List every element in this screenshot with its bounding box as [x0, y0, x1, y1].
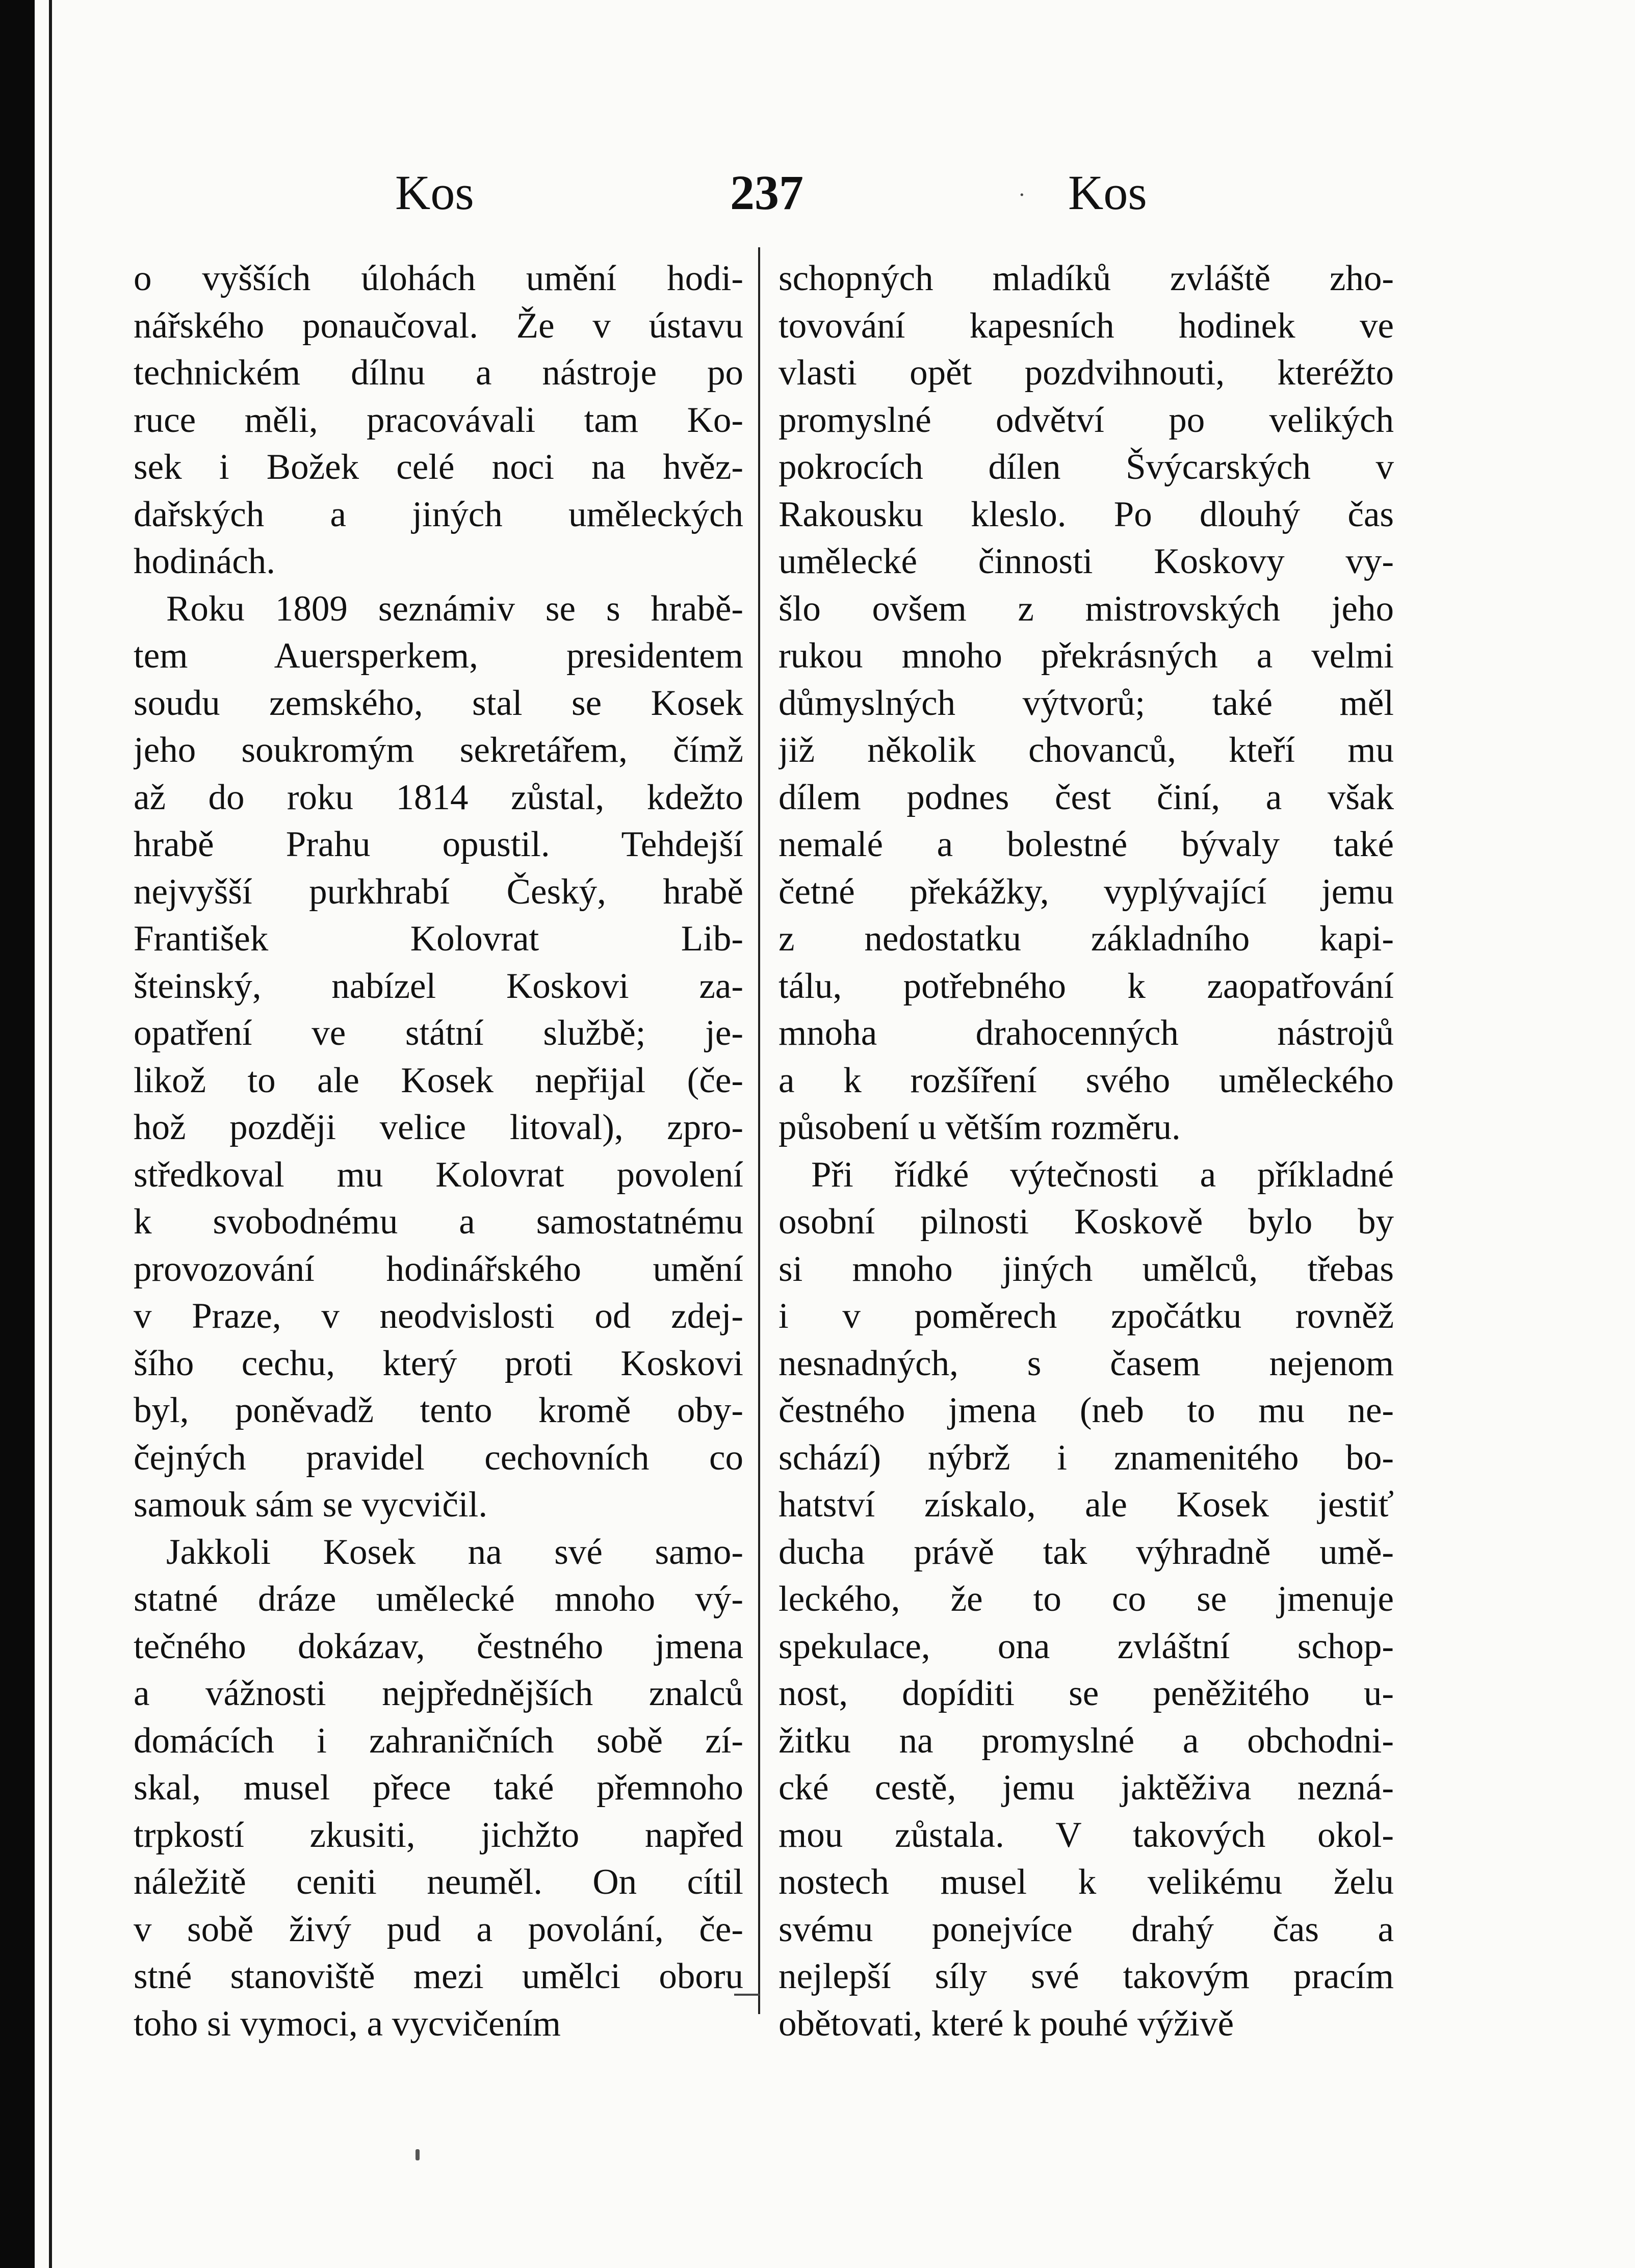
right-column-line: čestného jmena (neb to mu ne- [778, 1390, 1394, 1430]
left-column-line: Roku 1809 seznámiv se s hrabě- [166, 588, 743, 629]
right-column-line: schopných mladíků zvláště zho- [778, 259, 1394, 298]
right-column-line: četné překážky, vyplývající jemu [778, 871, 1394, 912]
right-column-line: působení u větším rozměru. [778, 1107, 1181, 1147]
header-dot-mark: · [1019, 184, 1025, 207]
right-column-line: schází) nýbrž i znamenitého bo- [778, 1437, 1394, 1478]
right-column-line: cké cestě, jemu jaktěživa nezná- [778, 1768, 1394, 1808]
left-column-line: byl, poněvadž tento kromě oby- [134, 1390, 743, 1430]
left-column-line: provozování hodinářského umění [134, 1249, 743, 1289]
right-column-line: nesnadných, s časem nejenom [778, 1343, 1394, 1383]
right-column-line: hatství získalo, ale Kosek jestiť [778, 1485, 1394, 1525]
right-column-line: Při řídké výtečnosti a příkladné [811, 1154, 1394, 1195]
left-column-line: likož to ale Kosek nepřijal (če- [134, 1060, 743, 1100]
left-column-line: šího cechu, který proti Koskovi [134, 1343, 743, 1383]
right-column-line: šlo ovšem z mistrovských jeho [778, 588, 1394, 629]
left-column-line: a vážnosti nejpřednějších znalců [134, 1673, 743, 1713]
right-column-line: ducha právě tak výhradně umě- [778, 1532, 1394, 1572]
right-column-line: promyslné odvětví po velikých [778, 400, 1394, 440]
right-column-line: nemalé a bolestné bývaly také [778, 824, 1394, 864]
left-column-line: až do roku 1814 zůstal, kdežto [134, 777, 743, 817]
left-column-line: František Kolovrat Lib- [134, 919, 743, 959]
gutter-line [49, 0, 52, 2268]
right-column-line: nostech musel k velikému želu [778, 1862, 1394, 1902]
left-column-line: hrabě Prahu opustil. Tehdejší [134, 824, 743, 864]
page-number: 237 [730, 165, 803, 220]
left-column-line: hož později velice litoval), zpro- [134, 1107, 743, 1147]
column-divider [758, 247, 760, 2014]
right-column-line: vlasti opět pozdvihnouti, kteréžto [778, 353, 1394, 393]
left-column-line: dařských a jiných uměleckých [134, 494, 743, 534]
left-column-line: statné dráze umělecké mnoho vý- [134, 1579, 743, 1619]
right-column-line: nejlepší síly své takovým pracím [778, 1956, 1394, 1996]
left-column-line: nářského ponaučoval. Že v ústavu [134, 305, 743, 346]
left-column-line: středkoval mu Kolovrat povolení [134, 1154, 743, 1195]
right-column-line: rukou mnoho překrásných a velmi [778, 636, 1394, 676]
right-column-line: a k rozšíření svého uměleckého [778, 1060, 1394, 1100]
right-column-line: mou zůstala. V takových okol- [778, 1815, 1394, 1855]
left-column-line: soudu zemského, stal se Kosek [134, 683, 743, 723]
left-column-line: samouk sám se vycvičil. [134, 1485, 488, 1525]
right-column-line: již několik chovanců, kteří mu [778, 730, 1394, 770]
left-column-line: o vyšších úlohách umění hodi- [134, 259, 743, 298]
right-column-line: obětovati, které k pouhé výživě [778, 2003, 1234, 2044]
right-column-line: spekulace, ona zvláštní schop- [778, 1626, 1394, 1666]
right-column-line: leckého, že to co se jmenuje [778, 1579, 1394, 1619]
running-head-right: Kos [1068, 165, 1147, 220]
left-column-line: domácích i zahraničních sobě zí- [134, 1720, 743, 1761]
right-column-line: mnoha drahocenných nástrojů [778, 1013, 1394, 1053]
right-column-line: žitku na promyslné a obchodni- [778, 1720, 1394, 1761]
right-column-line: dílem podnes čest činí, a však [778, 777, 1394, 817]
right-column-line: Rakousku kleslo. Po dlouhý čas [778, 494, 1394, 534]
right-column-line: i v poměrech zpočátku rovněž [778, 1296, 1394, 1336]
right-column-line: tovování kapesních hodinek ve [778, 305, 1394, 346]
right-column-line: z nedostatku základního kapi- [778, 919, 1394, 959]
left-column-line: Jakkoli Kosek na své samo- [166, 1532, 743, 1572]
left-column-line: ruce měli, pracovávali tam Ko- [134, 400, 743, 440]
right-column-line: umělecké činnosti Koskovy vy- [778, 542, 1394, 581]
right-column-line: tálu, potřebného k zaopatřování [778, 966, 1394, 1006]
left-column-line: šteinský, nabízel Koskovi za- [134, 966, 743, 1006]
left-column-line: tečného dokázav, čestného jmena [134, 1626, 743, 1666]
left-column-line: stné stanoviště mezi umělci oboru [134, 1956, 743, 1996]
left-column-line: nejvyšší purkhrabí Český, hrabě [134, 871, 743, 912]
left-column-line: náležitě ceniti neuměl. On cítil [134, 1862, 743, 1902]
right-column-line: svému ponejvíce drahý čas a [778, 1909, 1394, 1949]
left-column-line: v Praze, v neodvislosti od zdej- [134, 1296, 743, 1336]
left-column-line: jeho soukromým sekretářem, čímž [134, 730, 743, 770]
right-column-line: pokrocích dílen Švýcarských v [778, 447, 1394, 487]
right-column-line: si mnoho jiných umělců, třebas [778, 1249, 1394, 1289]
right-column-line: osobní pilnosti Koskově bylo by [778, 1202, 1394, 1242]
left-column-line: toho si vymoci, a vycvičením [134, 2003, 561, 2044]
right-column-line: nost, dopíditi se peněžitého u- [778, 1673, 1394, 1713]
left-column-line: trpkostí zkusiti, jichžto napřed [134, 1815, 743, 1855]
left-column-line: čejných pravidel cechovních co [134, 1437, 743, 1478]
right-column-line: důmyslných výtvorů; také měl [778, 683, 1394, 723]
left-column-line: technickém dílnu a nástroje po [134, 353, 743, 393]
left-column-line: sek i Božek celé noci na hvěz- [134, 447, 743, 487]
left-column-line: opatření ve státní službě; je- [134, 1013, 743, 1053]
left-column-line: hodinách. [134, 542, 276, 581]
right-text-column [778, 255, 1394, 2047]
left-column-line: k svobodnému a samostatnému [134, 1202, 743, 1242]
left-column-line: skal, musel přece také přemnoho [134, 1768, 743, 1808]
running-head-left: Kos [395, 165, 474, 220]
left-column-line: v sobě živý pud a povolání, če- [134, 1909, 743, 1949]
left-text-column [134, 255, 743, 2047]
bottom-ink-mark [416, 2149, 420, 2160]
left-column-line: tem Auersperkem, presidentem [134, 636, 743, 676]
